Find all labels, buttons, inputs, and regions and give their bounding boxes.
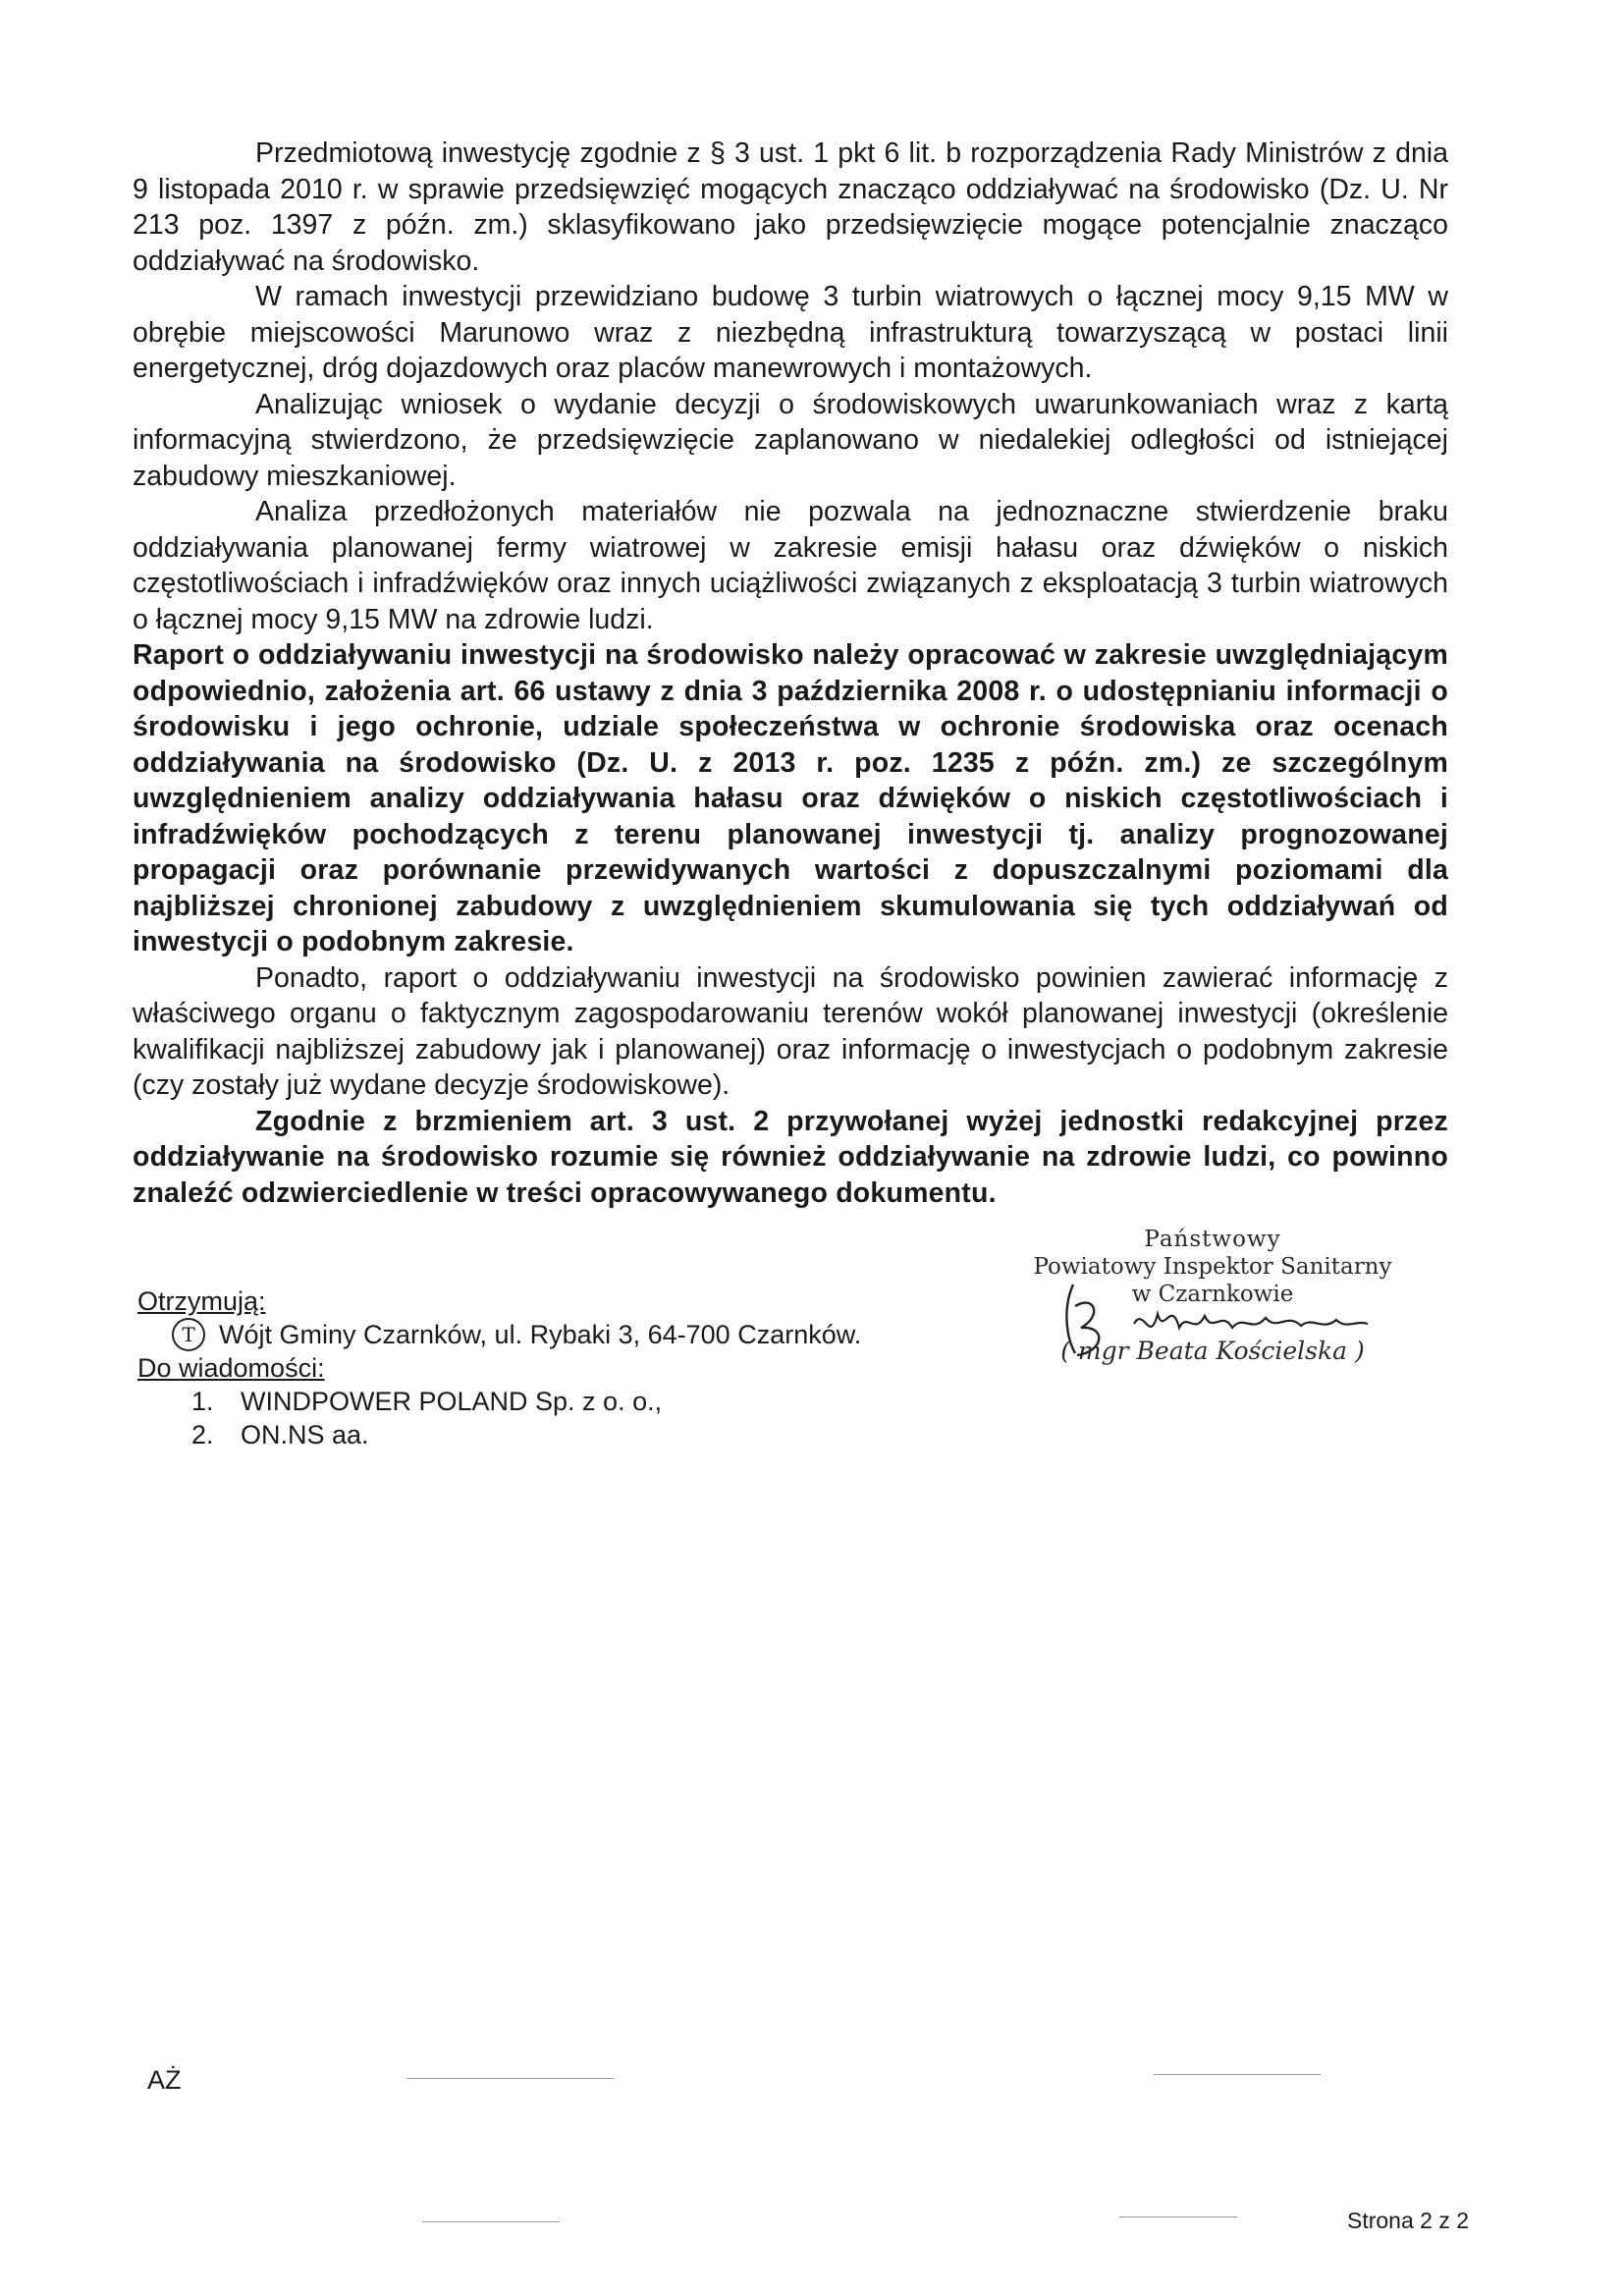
scan-artifact bbox=[1154, 2074, 1321, 2075]
cc-list-item bbox=[137, 1418, 1021, 1451]
paragraph-investment-scope: W ramach inwestycji przewidziano budowę 3 turbin wiatrowych o łącznej mocy 9,15 MW w obrębie miejscowości Marunowo wraz z niezbędną infrastrukturą towarzyszącą w postaci linii energetycznej, dróg dojazdowych oraz placów manewrowych i montażowych. bbox=[133, 281, 1448, 384]
recipient-text: Wójt Gminy Czarnków, ul. Rybaki 3, 64-700 Czarnków. bbox=[219, 1320, 862, 1349]
cc-item-number: 1. bbox=[191, 1387, 214, 1416]
paragraph-application-analysis: Analizując wniosek o wydanie decyzji o środowiskowych uwarunkowaniach wraz z kartą informacyjną stwierdzono, że przedsięwzięcie zaplanowano w niedalekiej odległości od istniejącej zabudowy mieszkaniowej. bbox=[133, 388, 1448, 492]
stamp-signatory-name: ( mgr Beata Kościelska ) bbox=[1060, 1337, 1365, 1365]
paragraph-report-requirements: Raport o oddziaływaniu inwestycji na środowisko należy opracować w zakresie uwzględniającym odpowiednio, założenia art. 66 ustawy z dnia 3 października 2008 r. o udostępnianiu informacji o środowisku i jego ochronie, udziale społeczeństwa w ochronie środowiska oraz ocenach oddziaływania na środowisko (Dz. U. z 2013 r. poz. 1235 z późn. zm.) ze szczególnym uwzględnieniem analizy oddziaływania hałasu oraz dźwięków o niskich częstotliwościach i infradźwięków pochodzących z terenu planowanej inwestycji tj. analizy prognozowanej propagacji oraz porównanie przewidywanych wartości z dopuszczalnymi poziomami dla najbliższej chronionej zabudowy z uwzględnieniem skumulowania się tych oddziaływań od inwestycji o podobnym zakresie. bbox=[133, 639, 1448, 957]
stamp-line-title: Powiatowy Inspektor Sanitarny bbox=[1033, 1254, 1392, 1280]
page-number: Strona 2 z 2 bbox=[1347, 2208, 1470, 2233]
document-body bbox=[133, 136, 1448, 1211]
paragraph-classification: Przedmiotową inwestycję zgodnie z § 3 ust. 1 pkt 6 lit. b rozporządzenia Rady Ministrów z dnia 9 listopada 2010 r. w sprawie przedsięwzięć mogących znacząco oddziaływać na środowisko (Dz. U. Nr 213 poz. 1397 z późn. zm.) sklasyfikowano jako przedsięwzięcie mogące potencjalnie znacząco oddziaływać na środowisko. bbox=[133, 137, 1448, 277]
author-initials: AŻ bbox=[147, 2065, 182, 2095]
paragraph-materials-analysis: Analiza przedłożonych materiałów nie pozwala na jednoznaczne stwierdzenie braku oddziaływania planowanej fermy wiatrowej w zakresie emisji hałasu oraz dźwięków o niskich częstotliwościach i infradźwięków oraz innych uciążliwości związanych z eksploatacją 3 turbin wiatrowych o łącznej mocy 9,15 MW na zdrowie ludzi. bbox=[133, 496, 1448, 635]
cc-list-item bbox=[137, 1385, 1021, 1418]
scan-artifact bbox=[1119, 2216, 1237, 2217]
stamp-line-office: Państwowy bbox=[1144, 1227, 1281, 1252]
handwritten-signature bbox=[1055, 1277, 1380, 1370]
cc-item-number: 2. bbox=[191, 1420, 214, 1449]
cc-item-text: WINDPOWER POLAND Sp. z o. o., bbox=[241, 1387, 663, 1416]
scan-artifact bbox=[407, 2078, 614, 2079]
recipients-heading: Otrzymują: bbox=[137, 1286, 266, 1316]
distribution-list bbox=[137, 1285, 1021, 1451]
paragraph-additional-information: Ponadto, raport o oddziaływaniu inwestycji na środowisko powinien zawierać informację z właściwego organu o faktycznym zagospodarowaniu terenów wokół planowanej inwestycji (określenie kwalifikacji najbliższej zabudowy jak i planowanej) oraz informację o inwestycjach o podobnym zakresie (czy zostały już wydane decyzje środowiskowe). bbox=[133, 961, 1448, 1101]
cc-list bbox=[137, 1385, 1021, 1451]
scan-artifact bbox=[422, 2221, 560, 2222]
stamp-line-location: w Czarnkowie bbox=[1131, 1282, 1294, 1307]
paragraph-health-impact: Zgodnie z brzmieniem art. 3 ust. 2 przywołanej wyżej jednostki redakcyjnej przez oddziaływanie na środowisko rozumie się również oddziaływanie na zdrowie ludzi, co powinno znaleźć odzwierciedlenie w treści opracowywanego dokumentu. bbox=[133, 1105, 1448, 1209]
cc-heading: Do wiadomości: bbox=[137, 1353, 325, 1383]
recipient-row bbox=[137, 1318, 1021, 1351]
circled-letter-icon: T bbox=[172, 1318, 205, 1351]
cc-item-text: ON.NS aa. bbox=[241, 1420, 369, 1449]
